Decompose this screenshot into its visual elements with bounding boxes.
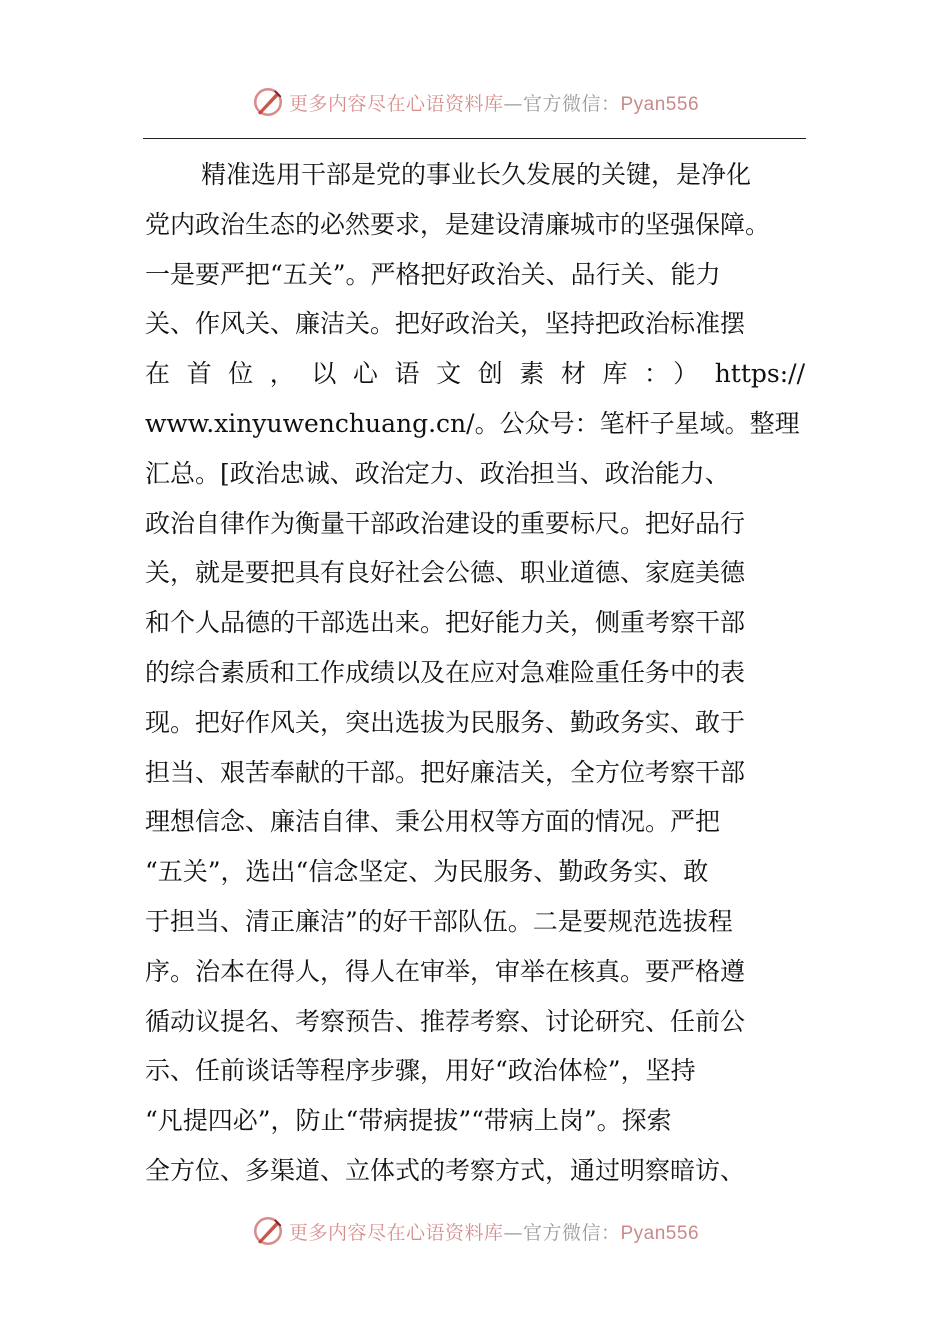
header-banner [0, 80, 950, 124]
banner-wechat-id: Pyan556 [620, 1222, 700, 1244]
text-line: 在首位，以心语文创素材库：）https:// [145, 359, 805, 389]
document-body [145, 150, 805, 1196]
text-line: www.xinyuwenchuang.cn/。公众号：笔杆子星域。整理 [145, 408, 800, 438]
banner-text [289, 1218, 699, 1245]
text-line: 全方位、多渠道、立体式的考察方式，通过明察暗访、 [145, 1155, 746, 1185]
text-line: 现。把好作风关，突出选拔为民服务、勤政务实、敢于 [145, 707, 746, 737]
text-line: 关、作风关、廉洁关。把好政治关，坚持把政治标准摆 [145, 309, 746, 339]
text-line: 党内政治生态的必然要求，是建设清廉城市的坚强保障。 [145, 209, 771, 239]
text-line: 关，就是要把具有良好社会公德、职业道德、家庭美德 [145, 558, 746, 588]
pen-circle-logo-icon [251, 85, 285, 119]
text-line: 精准选用干部是党的事业长久发展的关键，是净化 [201, 160, 752, 189]
header-divider [143, 138, 806, 139]
banner-wechat-id: Pyan556 [620, 93, 700, 115]
text-line: 循动议提名、考察预告、推荐考察、讨论研究、任前公 [145, 1006, 746, 1036]
banner-dash: — [503, 92, 523, 115]
banner-wechat-label: 官方微信： [522, 1221, 621, 1244]
text-line: 汇总。[政治忠诚、政治定力、政治担当、政治能力、 [145, 458, 730, 488]
banner-site-name: 更多内容尽在心语资料库 [288, 92, 504, 115]
text-line: 担当、艰苦奉献的干部。把好廉洁关，全方位考察干部 [145, 757, 746, 787]
pen-circle-logo-icon [251, 1214, 285, 1248]
banner-text [289, 89, 699, 116]
text-line: 序。治本在得人，得人在审举，审举在核真。要严格遵 [145, 956, 746, 986]
text-line: 和个人品德的干部选出来。把好能力关，侧重考察干部 [145, 608, 746, 638]
text-line: “五关”，选出“信念坚定、为民服务、勤政务实、敢 [145, 857, 709, 887]
text-line: 于担当、清正廉洁”的好干部队伍。二是要规范选拔程 [145, 906, 733, 936]
text-line: 的综合素质和工作成绩以及在应对急难险重任务中的表 [145, 657, 746, 687]
text-line: 一是要严把“五关”。严格把好政治关、品行关、能力 [145, 259, 721, 289]
banner-dash: — [503, 1221, 523, 1244]
footer-banner [0, 1209, 950, 1253]
banner-site-name: 更多内容尽在心语资料库 [288, 1221, 504, 1244]
text-line: 示、任前谈话等程序步骤，用好“政治体检”，坚持 [145, 1056, 696, 1086]
text-line: “凡提四必”，防止“带病提拔”“带病上岗”。探索 [145, 1106, 672, 1136]
text-line: 政治自律作为衡量干部政治建设的重要标尺。把好品行 [145, 508, 746, 538]
text-line: 理想信念、廉洁自律、秉公用权等方面的情况。严把 [145, 807, 721, 837]
banner-wechat-label: 官方微信： [522, 92, 621, 115]
